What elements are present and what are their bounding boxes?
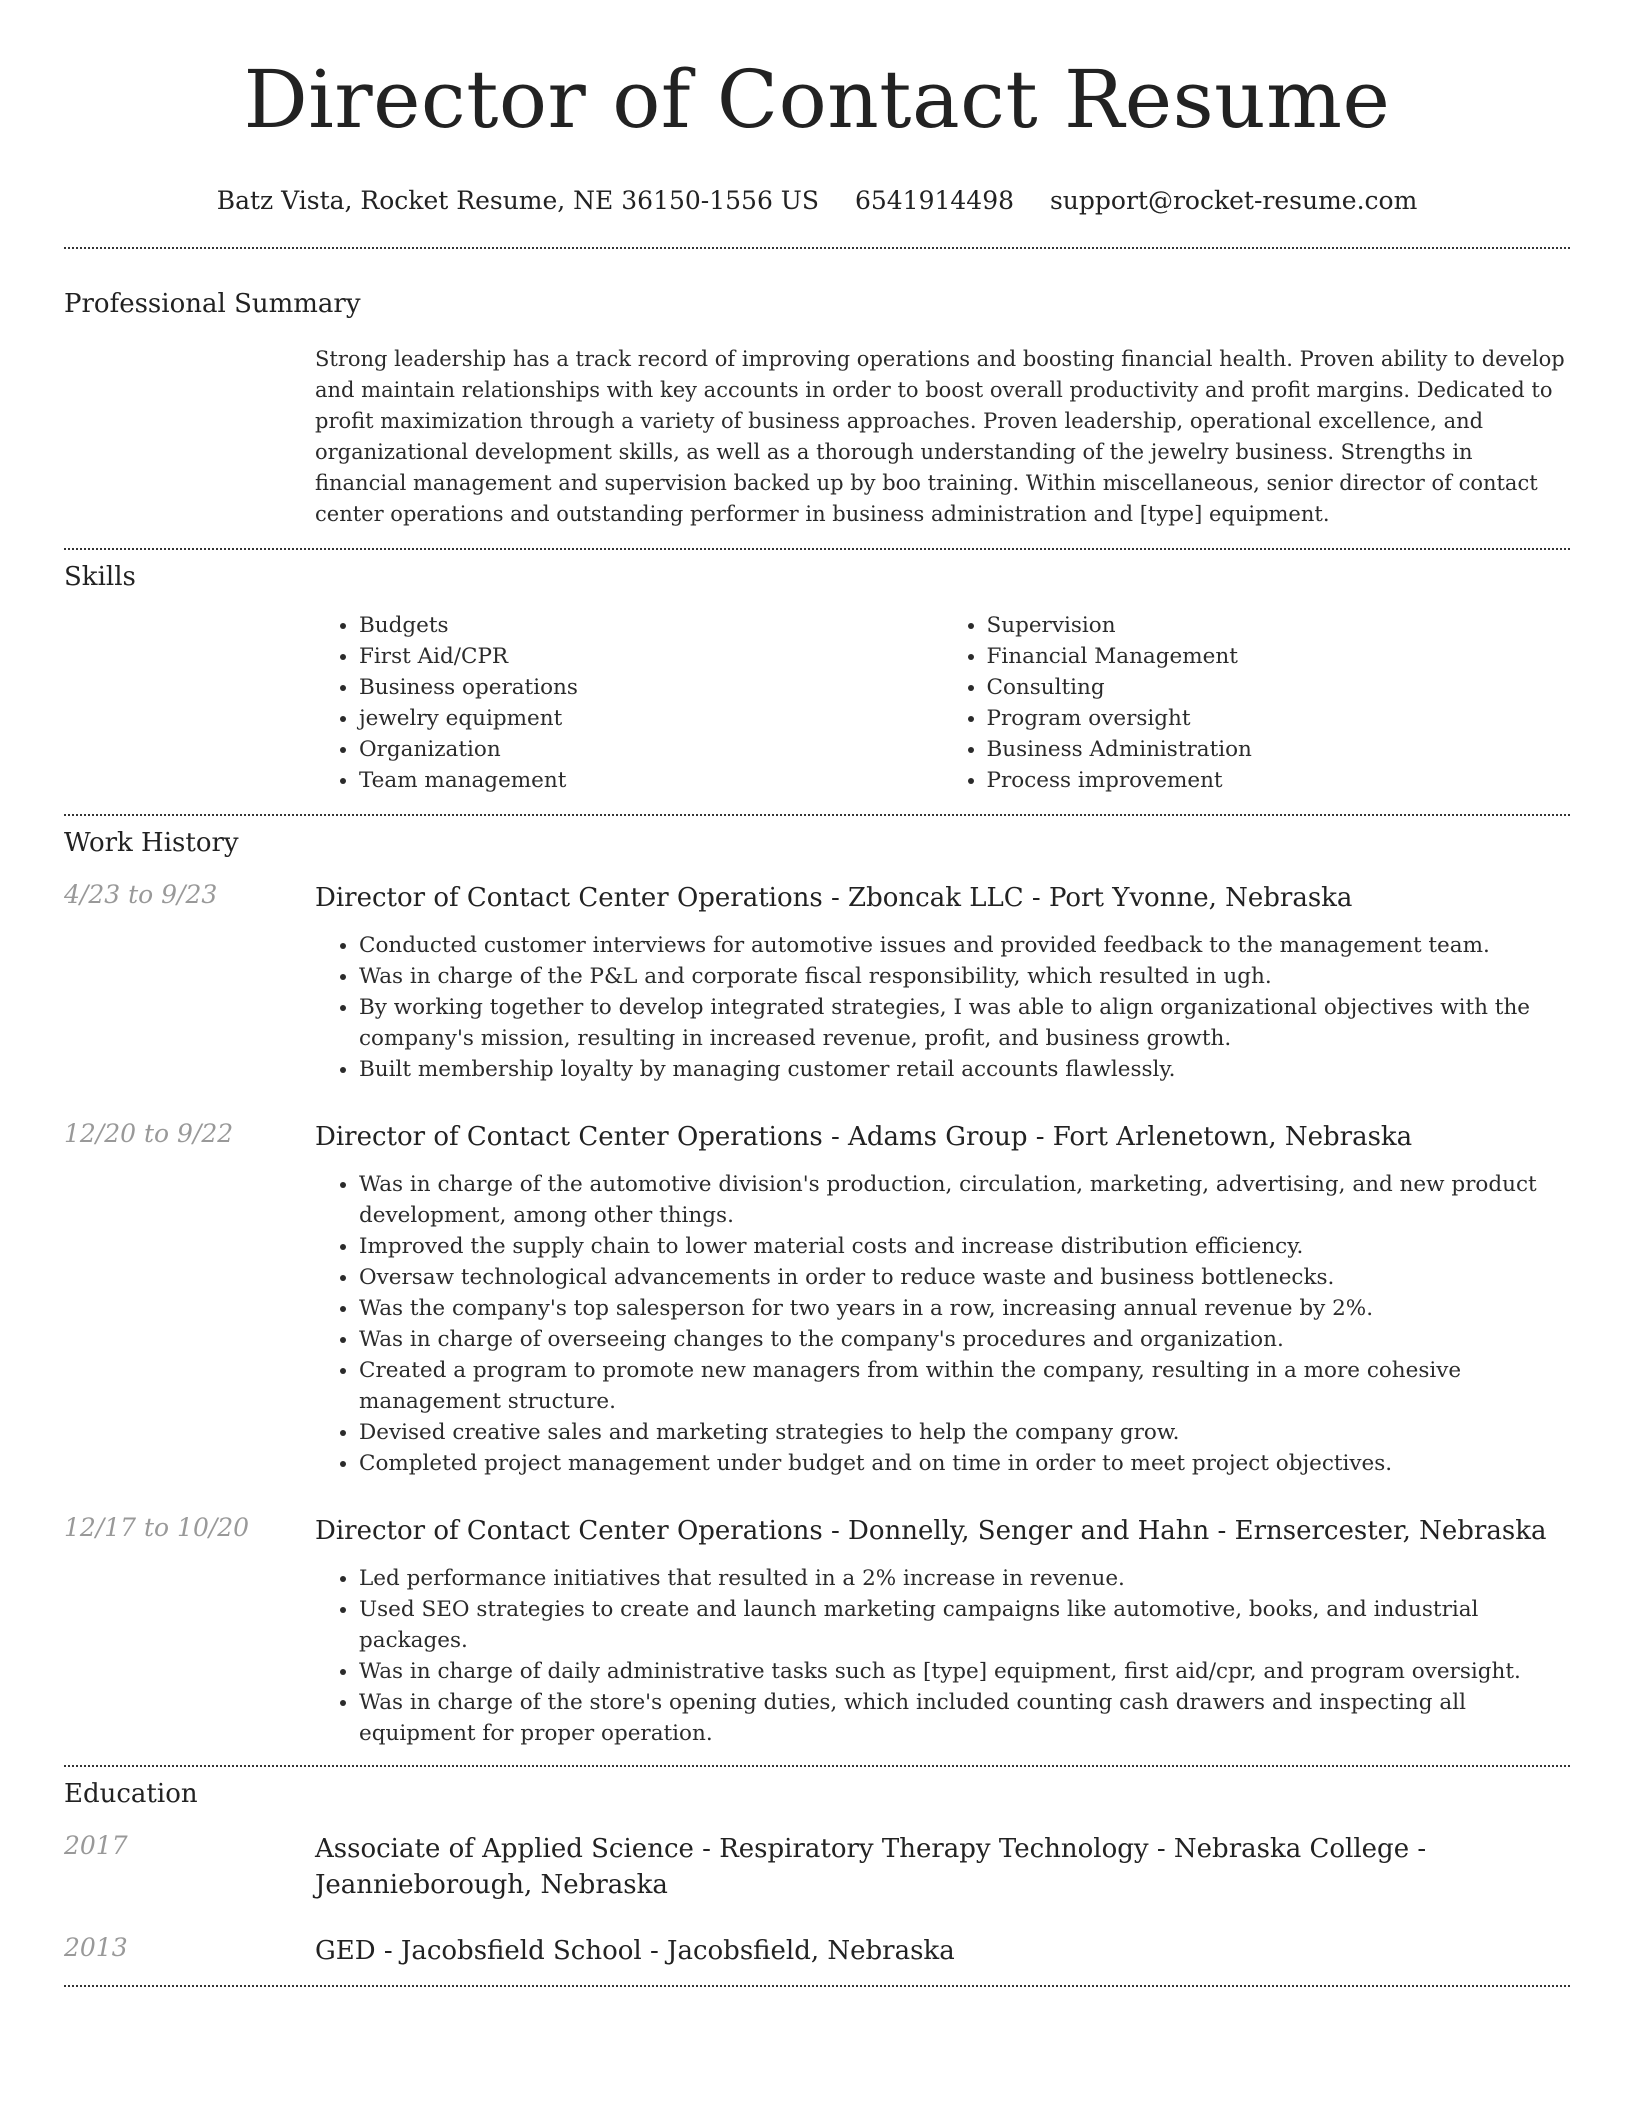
job-bullet: • Used SEO strategies to create and launch marketing campaigns like automotive, books, and industrial packages. xyxy=(359,1594,1570,1656)
job-bullet: • Devised creative sales and marketing strategies to help the company grow. xyxy=(359,1417,1570,1448)
skills-heading: Skills xyxy=(64,562,136,592)
divider xyxy=(64,1985,1570,1987)
resume-title: Director of Contact Resume xyxy=(243,53,1391,146)
summary-text: Strong leadership has a track record of improving operations and boosting financial health. Proven ability to develop and maintain relationships with key accounts in order to boost overall productivity and profit margins. Dedicated to profit maximization through a variety of business approaches. Proven leadership, operational excellence, and organizational development skills, as well as a thorough understanding of the jewelry business. Strengths in financial management and supervision backed up by boo training. Within miscellaneous, senior director of contact center operations and outstanding performer in business administration and [type] equipment. xyxy=(315,347,1565,526)
education-date: 2017 xyxy=(64,1831,128,1860)
job-bullet: • Was in charge of overseeing changes to the company's procedures and organization. xyxy=(359,1324,1570,1355)
education-title: GED - Jacobsfield School - Jacobsfield, Nebraska xyxy=(315,1936,955,1966)
job-bullet: • Was in charge of the P&L and corporate fiscal responsibility, which resulted in ugh. xyxy=(359,961,1570,992)
skill-item: • First Aid/CPR xyxy=(359,641,943,672)
job-entry xyxy=(64,1513,1570,1749)
skill-item: • Business operations xyxy=(359,672,943,703)
job-bullet: • Conducted customer interviews for automotive issues and provided feedback to the management team. xyxy=(359,930,1570,961)
job-bullets xyxy=(315,1169,1570,1479)
work-section xyxy=(64,816,1570,1749)
job-bullet: • Oversaw technological advancements in order to reduce waste and business bottlenecks. xyxy=(359,1262,1570,1293)
contact-address: Batz Vista, Rocket Resume, NE 36150-1556 US xyxy=(216,186,819,215)
skill-item: • Organization xyxy=(359,734,943,765)
skills-section xyxy=(64,550,1570,796)
job-date: 12/17 to 10/20 xyxy=(64,1513,250,1542)
job-date: 12/20 to 9/22 xyxy=(64,1119,234,1148)
job-entry xyxy=(64,880,1570,1085)
skill-item: • jewelry equipment xyxy=(359,703,943,734)
work-heading: Work History xyxy=(64,828,239,858)
job-bullet: • Was in charge of the store's opening duties, which included counting cash drawers and inspecting all equipment for proper operation. xyxy=(359,1687,1570,1749)
job-bullets xyxy=(315,930,1570,1085)
education-entry xyxy=(64,1831,1570,1903)
job-title: Director of Contact Center Operations - Adams Group - Fort Arlenetown, Nebraska xyxy=(315,1122,1413,1152)
skill-item: • Business Administration xyxy=(987,734,1571,765)
skills-list-right xyxy=(943,610,1571,796)
education-date: 2013 xyxy=(64,1933,128,1962)
job-bullets xyxy=(315,1563,1570,1749)
skill-item: • Financial Management xyxy=(987,641,1571,672)
education-heading: Education xyxy=(64,1779,198,1809)
job-entry xyxy=(64,1119,1570,1479)
skill-item: • Supervision xyxy=(987,610,1571,641)
job-bullet: • Led performance initiatives that resulted in a 2% increase in revenue. xyxy=(359,1563,1570,1594)
job-bullet: • Improved the supply chain to lower material costs and increase distribution efficiency. xyxy=(359,1231,1570,1262)
job-bullet: • Created a program to promote new managers from within the company, resulting in a more cohesive management structure. xyxy=(359,1355,1570,1417)
job-date: 4/23 to 9/23 xyxy=(64,880,218,909)
job-bullet: • Was the company's top salesperson for two years in a row, increasing annual revenue by 2%. xyxy=(359,1293,1570,1324)
contact-email: support@rocket-resume.com xyxy=(1049,186,1418,215)
job-bullet: • Was in charge of daily administrative tasks such as [type] equipment, first aid/cpr, and program oversight. xyxy=(359,1656,1570,1687)
summary-section xyxy=(64,249,1570,530)
job-title: Director of Contact Center Operations - Donnelly, Senger and Hahn - Ernsercester, Nebraska xyxy=(315,1516,1547,1546)
skills-columns xyxy=(315,610,1570,796)
skill-item: • Team management xyxy=(359,765,943,796)
skill-item: • Process improvement xyxy=(987,765,1571,796)
job-bullet: • Was in charge of the automotive division's production, circulation, marketing, advertising, and new product development, among other things. xyxy=(359,1169,1570,1231)
education-section xyxy=(64,1767,1570,1969)
skill-item: • Consulting xyxy=(987,672,1571,703)
education-entry xyxy=(64,1933,1570,1969)
contact-line xyxy=(64,186,1570,215)
summary-heading: Professional Summary xyxy=(64,289,361,319)
job-bullet: • Completed project management under budget and on time in order to meet project objectives. xyxy=(359,1448,1570,1479)
resume-page xyxy=(64,0,1570,1987)
job-bullet: • Built membership loyalty by managing customer retail accounts flawlessly. xyxy=(359,1054,1570,1085)
skill-item: • Budgets xyxy=(359,610,943,641)
education-title: Associate of Applied Science - Respiratory Therapy Technology - Nebraska College - Jeannieborough, Nebraska xyxy=(315,1834,1427,1900)
contact-phone: 6541914498 xyxy=(854,186,1015,215)
skill-item: • Program oversight xyxy=(987,703,1571,734)
job-title: Director of Contact Center Operations - Zboncak LLC - Port Yvonne, Nebraska xyxy=(315,883,1353,913)
job-bullet: • By working together to develop integrated strategies, I was able to align organizational objectives with the company's mission, resulting in increased revenue, profit, and business growth. xyxy=(359,992,1570,1054)
skills-list-left xyxy=(315,610,943,796)
